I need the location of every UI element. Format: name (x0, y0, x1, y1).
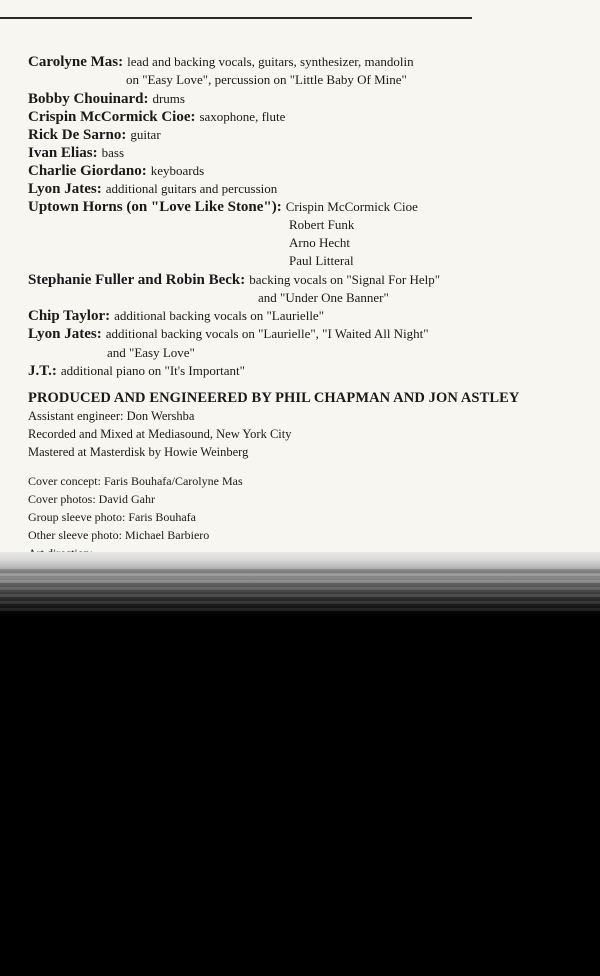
musician-role: additional backing vocals on "Laurielle", "I Waited All Night" (105, 326, 429, 341)
art-credit: Other sleeve photo: Michael Barbiero (28, 528, 210, 542)
musician-role: additional guitars and percussion (105, 181, 278, 196)
musician-name: Lyon Jates: (28, 181, 102, 197)
musician-name: Charlie Giordano: (28, 163, 147, 179)
musician-name: Ivan Elias: (28, 145, 98, 161)
musician-role: keyboards (150, 163, 205, 178)
personnel-entry (28, 180, 277, 198)
musician-role: bass (101, 145, 124, 160)
musician-role: additional piano on "It's Important" (60, 363, 245, 378)
personnel-entry (28, 90, 185, 108)
musician-role-continued: and "Easy Love" (107, 345, 195, 360)
musician-role: lead and backing vocals, guitars, synthesizer, mandolin (127, 54, 414, 69)
scan-fold-banding (0, 566, 600, 614)
production-credit: Mastered at Masterdisk by Howie Weinberg (28, 445, 249, 459)
horn-member: Robert Funk (289, 217, 355, 232)
musician-name: Carolyne Mas: (28, 54, 124, 70)
musician-role: Crispin McCormick Cioe (285, 199, 418, 214)
top-divider (0, 17, 472, 19)
personnel-entry (28, 162, 204, 180)
musician-role: saxophone, flute (199, 109, 286, 124)
musician-name: Uptown Horns (on "Love Like Stone"): (28, 199, 282, 215)
musician-role: guitar (130, 127, 161, 142)
production-credit: Assistant engineer: Don Wershba (28, 409, 195, 423)
musician-role: drums (152, 91, 185, 106)
art-credit: Cover concept: Faris Bouhafa/Carolyne Mas (28, 474, 243, 488)
production-heading: PRODUCED AND ENGINEERED BY PHIL CHAPMAN AND JON ASTLEY (28, 390, 520, 406)
production-credit: Recorded and Mixed at Mediasound, New York City (28, 427, 292, 441)
musician-name: Bobby Chouinard: (28, 91, 149, 107)
personnel-entry (28, 362, 245, 380)
art-credit: Group sleeve photo: Faris Bouhafa (28, 510, 196, 524)
personnel-entry (28, 144, 124, 162)
personnel-entry (28, 126, 161, 144)
musician-name: Crispin McCormick Cioe: (28, 109, 196, 125)
musician-role-continued: on "Easy Love", percussion on "Little Baby Of Mine" (126, 72, 407, 87)
personnel-entry (28, 271, 440, 289)
musician-role: backing vocals on "Signal For Help" (249, 272, 441, 287)
musician-role: additional backing vocals on "Laurielle" (114, 308, 325, 323)
personnel-entry (28, 53, 414, 71)
personnel-entry (28, 307, 324, 325)
art-credit: Cover photos: David Gahr (28, 492, 155, 506)
horn-member: Arno Hecht (289, 235, 351, 250)
musician-name: Stephanie Fuller and Robin Beck: (28, 272, 246, 288)
musician-name: Chip Taylor: (28, 308, 111, 324)
musician-name: J.T.: (28, 363, 57, 379)
musician-role-continued: and "Under One Banner" (258, 290, 389, 305)
personnel-entry (28, 325, 429, 343)
horn-member: Paul Litteral (289, 253, 354, 268)
musician-name: Lyon Jates: (28, 326, 102, 342)
personnel-entry (28, 198, 418, 216)
musician-name: Rick De Sarno: (28, 127, 127, 143)
personnel-entry (28, 108, 285, 126)
